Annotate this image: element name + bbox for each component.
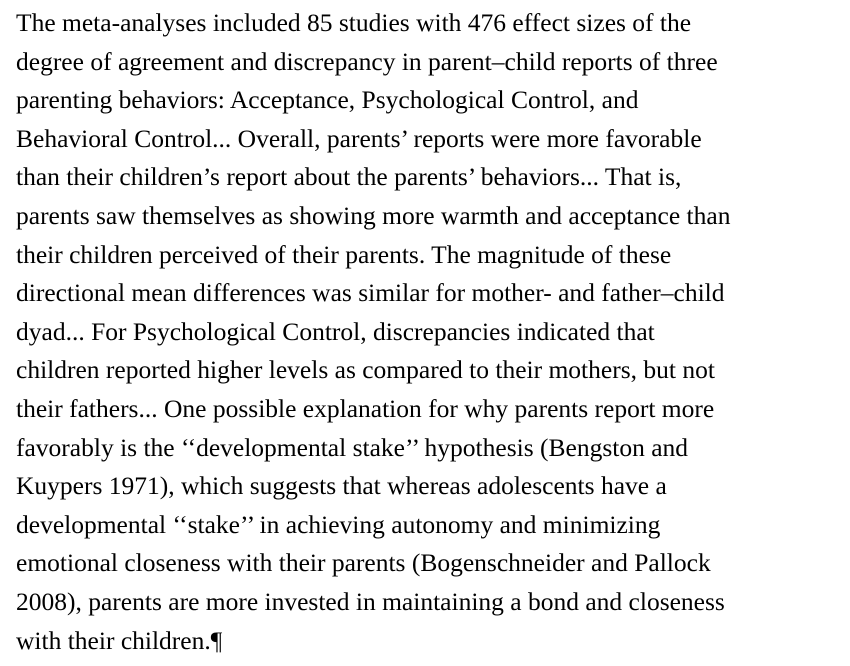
pilcrow-icon: ¶ xyxy=(210,625,223,655)
paragraph xyxy=(16,4,846,660)
last-line-text: with their children. xyxy=(16,625,211,655)
text-line-12: favorably is the ‘‘developmental stake’’ hypothesis (Bengston and xyxy=(16,432,689,462)
text-line-1: The meta-analyses included 85 studies with 476 effect sizes of the xyxy=(16,8,692,37)
text-line-2: degree of agreement and discrepancy in parent–child reports of three xyxy=(16,46,718,76)
text-line-9: dyad... For Psychological Control, discrepancies indicated that xyxy=(16,316,655,346)
text-line-7: their children perceived of their parents. The magnitude of these xyxy=(16,239,672,269)
text-line-17 xyxy=(16,622,846,661)
text-line-14: developmental ‘‘stake’’ in achieving autonomy and minimizing xyxy=(16,509,661,539)
text-line-11: their fathers... One possible explanation for why parents report more xyxy=(16,393,715,423)
text-line-13: Kuypers 1971), which suggests that whereas adolescents have a xyxy=(16,471,667,501)
text-line-15: emotional closeness with their parents (Bogenschneider and Pallock xyxy=(16,548,711,578)
text-line-4: Behavioral Control... Overall, parents’ reports were more favorable xyxy=(16,123,702,153)
text-line-8: directional mean differences was similar for mother- and father–child xyxy=(16,278,725,308)
text-line-3: parenting behaviors: Acceptance, Psychological Control, and xyxy=(16,85,639,115)
text-line-5: than their children’s report about the parents’ behaviors... That is, xyxy=(16,162,682,192)
text-line-6: parents saw themselves as showing more warmth and acceptance than xyxy=(16,200,731,230)
text-line-10: children reported higher levels as compared to their mothers, but not xyxy=(16,355,715,385)
text-line-16: 2008), parents are more invested in maintaining a bond and closeness xyxy=(16,586,725,616)
